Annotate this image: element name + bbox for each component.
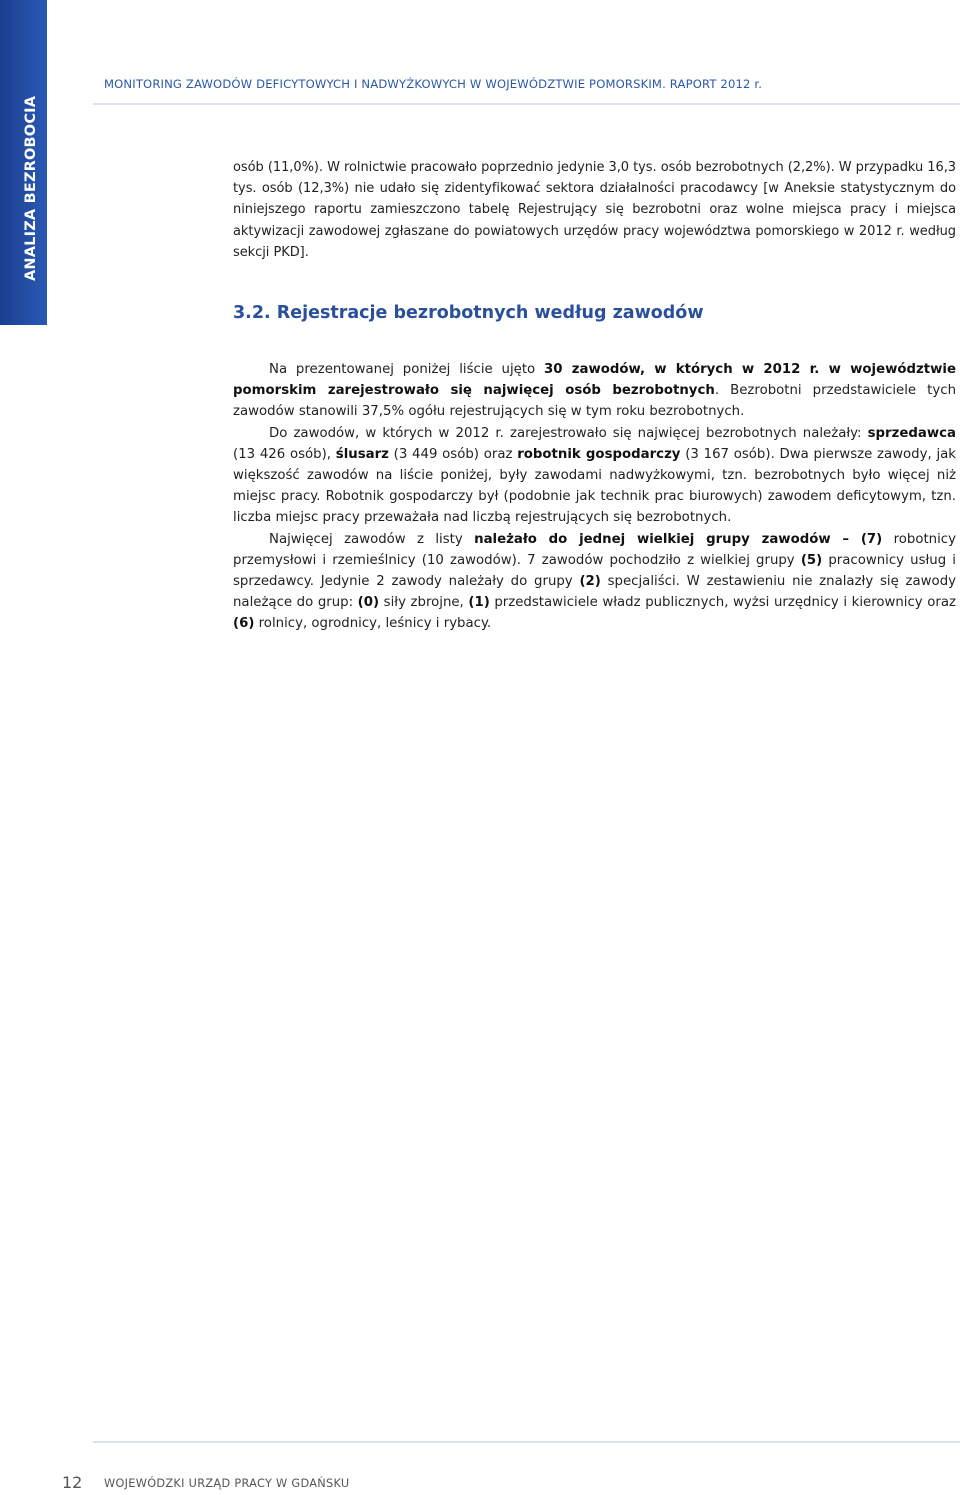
running-header: MONITORING ZAWODÓW DEFICYTOWYCH I NADWYŻKOWYCH W WOJEWÓDZTWIE POMORSKIM. RAPORT 2012 r. [104,77,763,91]
section-heading: 3.2. Rejestracje bezrobotnych według zawodów [233,303,704,323]
paragraph-3: Najwięcej zawodów z listy należało do jednej wielkiej grupy zawodów – (7) robotnicy przemysłowi i rzemieślnicy (10 zawodów). 7 zawodów pochodziło z wielkiej grupy (5) pracownicy usług i sprzedawcy. Jedynie 2 zawody należały do grupy (2) specjaliści. W zestawieniu nie znalazły się zawody należące do grup: (0) siły zbrojne, (1) przedstawiciele władz publicznych, wyżsi urzędnicy i kierownicy oraz (6) rolnicy, ogrodnicy, leśnicy i rybacy. [233,531,956,632]
header-divider [93,103,960,105]
side-tab-label: ANALIZA BEZROBOCIA [23,95,39,281]
intro-text: osób (11,0%). W rolnictwie pracowało poprzednio jedynie 3,0 tys. osób bezrobotnych (2,2%). W przypadku 16,3 tys. osób (12,3%) nie udało się zidentyfikować sektora działalności pracodawcy [w Aneksie statystycznym do niniejszego raportu zamieszczono tabelę Rejestrujący się bezrobotni oraz wolne miejsca pracy i miejsca aktywizacji zawodowej zgłaszane do powiatowych urzędów pracy województwa pomorskiego w 2012 r. według sekcji PKD]. [233,160,956,260]
section-body [233,359,956,635]
footer-publisher: WOJEWÓDZKI URZĄD PRACY W GDAŃSKU [104,1477,350,1490]
paragraph-2: Do zawodów, w których w 2012 r. zarejestrowało się najwięcej bezrobotnych należały: sprzedawca (13 426 osób), ślusarz (3 449 osób) oraz robotnik gospodarczy (3 167 osób). Dwa pierwsze zawody, jak większość zawodów na liście poniżej, były zawodami nadwyżkowymi, tzn. bezrobotnych było więcej niż miejsc pracy. Robotnik gospodarczy był (podobnie jak technik prac biurowych) zawodem deficytowym, tzn. liczba miejsc pracy przeważała nad liczbą rejestrujących się bezrobotnych. [233,425,956,526]
page-number: 12 [62,1473,83,1492]
footer-divider [93,1441,960,1443]
intro-paragraph [233,157,956,263]
side-tab [0,0,47,325]
paragraph-1: Na prezentowanej poniżej liście ujęto 30 zawodów, w których w 2012 r. w województwie pomorskim zarejestrowało się najwięcej osób bezrobotnych. Bezrobotni przedstawiciele tych zawodów stanowili 37,5% ogółu rejestrujących się w tym roku bezrobotnych. [233,362,956,420]
